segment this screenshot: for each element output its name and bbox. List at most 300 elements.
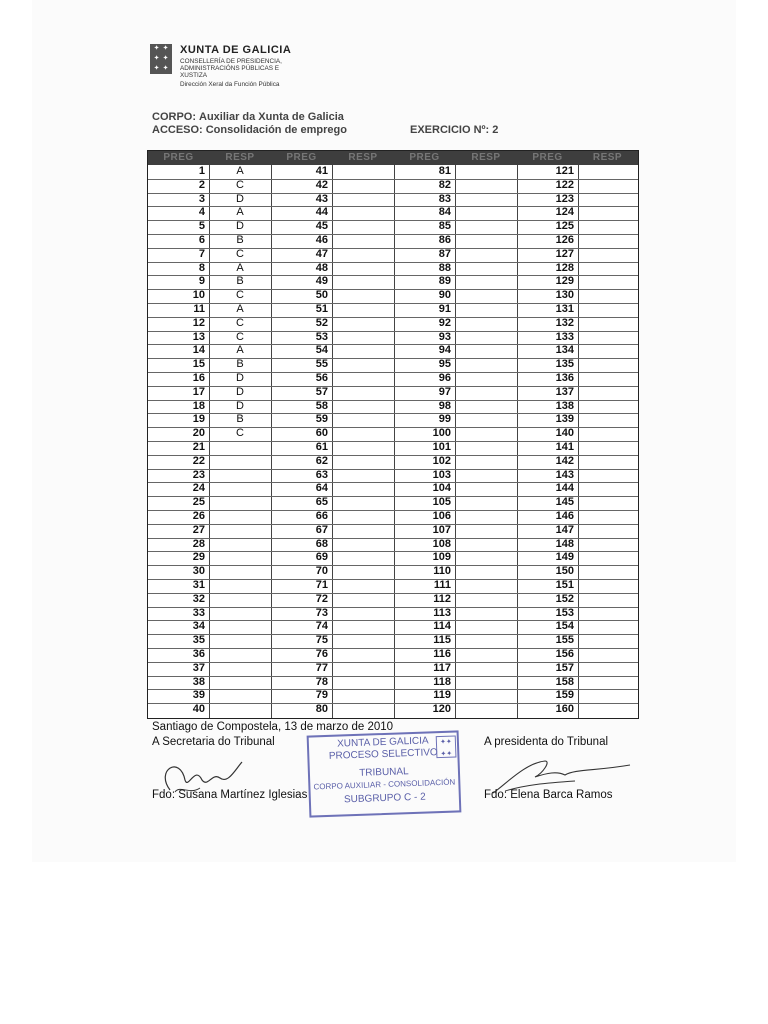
answer-cell: [455, 165, 517, 179]
answer-cell: [455, 634, 517, 648]
question-number-cell: 65: [315, 496, 328, 509]
question-number-cell: 127: [555, 247, 574, 260]
answer-cell: [578, 179, 637, 193]
answer-cell: [332, 275, 394, 289]
answer-cell: [209, 469, 271, 483]
answer-cell: A: [236, 206, 244, 219]
answer-cell: [455, 400, 517, 414]
question-number-cell: 36: [192, 648, 205, 660]
question-number-cell: 130: [555, 289, 574, 302]
question-number-cell: 4: [198, 206, 205, 219]
answer-cell: [332, 220, 394, 234]
answer-cell: [578, 220, 637, 234]
answer-cell: [332, 496, 394, 510]
answer-cell: [578, 676, 637, 690]
question-number-cell: 95: [438, 358, 451, 371]
answer-cell: [578, 275, 637, 289]
question-number-cell: 48: [315, 261, 328, 274]
question-number-cell: 150: [555, 565, 574, 578]
answer-cell: [578, 289, 637, 303]
question-number-cell: 8: [198, 261, 205, 274]
question-number-cell: 81: [438, 165, 451, 177]
answer-cell: [455, 689, 517, 703]
answer-cell: [332, 593, 394, 607]
answer-cell: [578, 206, 637, 220]
question-number-cell: 56: [315, 372, 328, 384]
exercicio-label: EXERCICIO Nº:: [410, 124, 490, 136]
answer-cell: D: [236, 372, 244, 384]
question-number-cell: 104: [432, 482, 451, 495]
stamp-line: CORPO AUXILIAR - CONSOLIDACIÓN: [313, 777, 456, 792]
answer-cell: [455, 482, 517, 496]
answer-cell: [209, 510, 271, 524]
question-number-cell: 126: [555, 234, 574, 246]
answer-cell: [332, 179, 394, 193]
question-number-cell: 63: [315, 468, 328, 481]
president-signature-name: Fdo: Elena Barca Ramos: [484, 789, 613, 801]
corpo-line: [152, 111, 344, 123]
question-number-cell: 49: [315, 275, 328, 288]
question-number-cell: 60: [315, 427, 328, 440]
question-number-cell: 44: [315, 206, 328, 219]
answer-cell: [209, 579, 271, 593]
question-number-cell: 30: [192, 565, 205, 578]
answer-cell: [332, 551, 394, 565]
question-number-cell: 47: [315, 247, 328, 260]
question-number-cell: 96: [438, 372, 451, 384]
question-number-cell: 21: [192, 441, 205, 453]
answer-cell: [455, 510, 517, 524]
question-number-cell: 134: [555, 344, 574, 357]
question-number-cell: 152: [555, 592, 574, 605]
answer-cell: C: [236, 330, 244, 343]
answer-cell: [455, 551, 517, 565]
answer-cell: A: [236, 261, 244, 274]
question-number-cell: 54: [315, 344, 328, 357]
answer-cell: [209, 634, 271, 648]
question-number-cell: 22: [192, 454, 205, 467]
answer-cell: [455, 455, 517, 469]
stamp-line: PROCESO SELECTIVO: [328, 747, 438, 762]
answer-cell: B: [236, 275, 244, 288]
question-number-cell: 46: [315, 234, 328, 246]
answer-cell: [455, 386, 517, 400]
question-number-cell: 153: [555, 606, 574, 619]
question-number-cell: 59: [315, 413, 328, 426]
question-number-cell: 115: [433, 634, 451, 647]
column-header: PREG: [532, 152, 563, 163]
answer-cell: [455, 524, 517, 538]
question-number-cell: 131: [555, 303, 574, 315]
question-number-cell: 151: [555, 579, 574, 591]
answer-cell: [209, 441, 271, 455]
answer-cell: [455, 662, 517, 676]
question-number-cell: 145: [555, 496, 574, 509]
question-number-cell: 20: [192, 427, 205, 440]
acceso-value: Consolidación de emprego: [205, 124, 347, 136]
answer-cell: [578, 579, 637, 593]
question-number-cell: 119: [433, 689, 451, 702]
question-number-cell: 64: [315, 482, 328, 495]
question-number-cell: 84: [438, 206, 451, 219]
question-number-cell: 110: [433, 565, 451, 578]
answer-cell: [578, 469, 637, 483]
question-number-cell: 98: [438, 399, 451, 412]
answer-cell: [209, 524, 271, 538]
answer-cell: C: [236, 289, 244, 302]
answer-cell: [578, 482, 637, 496]
column-header: RESP: [348, 152, 378, 163]
question-number-cell: 121: [555, 165, 574, 177]
question-number-cell: 71: [315, 579, 328, 591]
question-number-cell: 108: [432, 537, 451, 550]
answer-cell: [455, 331, 517, 345]
answer-cell: C: [236, 427, 244, 440]
answer-cell: [455, 358, 517, 372]
answer-cell: D: [236, 192, 244, 205]
question-number-cell: 1: [198, 165, 205, 177]
question-number-cell: 15: [192, 358, 205, 371]
question-number-cell: 147: [555, 523, 574, 536]
question-number-cell: 124: [555, 206, 574, 219]
answer-cell: [332, 469, 394, 483]
question-number-cell: 6: [198, 234, 205, 246]
question-number-cell: 14: [192, 344, 205, 357]
answer-cell: [332, 358, 394, 372]
question-number-cell: 99: [438, 413, 451, 426]
question-number-cell: 7: [198, 247, 205, 260]
question-number-cell: 34: [192, 620, 205, 633]
answer-cell: [332, 400, 394, 414]
column-header: RESP: [592, 152, 623, 163]
question-number-cell: 12: [192, 316, 205, 329]
answer-cell: [332, 193, 394, 207]
answer-cell: [332, 662, 394, 676]
answer-cell: [209, 689, 271, 703]
question-number-cell: 40: [192, 703, 205, 716]
question-number-cell: 158: [555, 675, 574, 688]
question-number-cell: 11: [193, 303, 205, 315]
question-number-cell: 50: [315, 289, 328, 302]
answer-cell: [455, 317, 517, 331]
answer-cell: A: [236, 303, 244, 315]
question-number-cell: 70: [315, 565, 328, 578]
question-number-cell: 146: [555, 510, 574, 522]
answer-cell: [578, 413, 637, 427]
question-number-cell: 157: [555, 661, 574, 674]
question-number-cell: 86: [438, 234, 451, 246]
question-number-cell: 122: [555, 178, 574, 191]
answer-cell: [578, 565, 637, 579]
answer-cell: [578, 303, 637, 317]
question-number-cell: 27: [192, 523, 205, 536]
answer-cell: [578, 510, 637, 524]
stamp-line: TRIBUNAL: [359, 766, 409, 779]
answer-cell: [578, 593, 637, 607]
answer-cell: [455, 620, 517, 634]
department-line: ADMINISTRACIÓNS PÚBLICAS E: [180, 65, 280, 72]
question-number-cell: 68: [315, 537, 328, 550]
question-number-cell: 39: [192, 689, 205, 702]
answer-cell: [455, 496, 517, 510]
answer-cell: B: [236, 358, 244, 371]
question-number-cell: 133: [555, 330, 574, 343]
question-number-cell: 26: [192, 510, 205, 522]
question-number-cell: 125: [555, 220, 574, 233]
question-number-cell: 109: [432, 551, 451, 564]
question-number-cell: 135: [555, 358, 574, 371]
answer-cell: [578, 193, 637, 207]
question-number-cell: 13: [192, 330, 205, 343]
answer-cell: [578, 358, 637, 372]
question-number-cell: 90: [438, 289, 451, 302]
question-number-cell: 24: [192, 482, 205, 495]
answer-cell: C: [236, 316, 244, 329]
question-number-cell: 33: [192, 606, 205, 619]
question-number-cell: 141: [555, 441, 574, 453]
answer-cell: [209, 496, 271, 510]
answer-cell: [332, 620, 394, 634]
question-number-cell: 155: [555, 634, 574, 647]
answer-cell: C: [236, 247, 244, 260]
answer-cell: [332, 455, 394, 469]
secretary-signature-name: Fdo: Susana Martínez Iglesias: [152, 789, 308, 801]
answer-cell: [455, 648, 517, 662]
answer-cell: [455, 607, 517, 621]
answer-cell: [332, 262, 394, 276]
answer-cell: [578, 607, 637, 621]
question-number-cell: 43: [315, 192, 328, 205]
answer-cell: [332, 248, 394, 262]
question-number-cell: 69: [315, 551, 328, 564]
answer-cell: [455, 303, 517, 317]
question-number-cell: 120: [432, 703, 451, 716]
column-header: RESP: [225, 152, 255, 163]
answer-cell: [578, 317, 637, 331]
question-number-cell: 142: [555, 454, 574, 467]
answer-cell: [578, 262, 637, 276]
answer-cell: [209, 607, 271, 621]
question-number-cell: 89: [438, 275, 451, 288]
answer-cell: [578, 400, 637, 414]
question-number-cell: 87: [438, 247, 451, 260]
answer-cell: [578, 427, 637, 441]
corpo-value: Auxiliar da Xunta de Galicia: [199, 111, 344, 123]
answer-cell: [455, 538, 517, 552]
answer-cell: [578, 524, 637, 538]
question-number-cell: 102: [432, 454, 451, 467]
question-number-cell: 28: [192, 537, 205, 550]
stamp-emblem-icon: ✦✦ ✦✦: [436, 735, 457, 758]
answer-cell: [455, 427, 517, 441]
department-line: CONSELLERÍA DE PRESIDENCIA,: [180, 58, 282, 65]
question-number-cell: 67: [315, 523, 328, 536]
question-number-cell: 41: [315, 165, 328, 177]
question-number-cell: 85: [438, 220, 451, 233]
answer-cell: [578, 634, 637, 648]
answer-cell: D: [236, 385, 244, 398]
answer-cell: [578, 689, 637, 703]
answer-cell: [332, 676, 394, 690]
question-number-cell: 42: [315, 178, 328, 191]
question-number-cell: 16: [192, 372, 205, 384]
question-number-cell: 107: [432, 523, 451, 536]
answer-cell: [578, 248, 637, 262]
question-number-cell: 143: [555, 468, 574, 481]
question-number-cell: 17: [192, 385, 205, 398]
answer-cell: [209, 593, 271, 607]
answer-cell: [332, 165, 394, 179]
question-number-cell: 129: [555, 275, 574, 288]
question-number-cell: 23: [192, 468, 205, 481]
column-header: PREG: [163, 152, 194, 163]
question-number-cell: 144: [555, 482, 574, 495]
question-number-cell: 148: [555, 537, 574, 550]
question-number-cell: 114: [433, 620, 451, 633]
answer-cell: [455, 413, 517, 427]
question-number-cell: 149: [555, 551, 574, 564]
department-name: [180, 58, 320, 79]
answer-cell: [578, 344, 637, 358]
org-name: XUNTA DE GALICIA: [180, 44, 292, 56]
answer-cell: [578, 538, 637, 552]
answer-cell: [332, 482, 394, 496]
directorate-name: Dirección Xeral da Función Pública: [180, 81, 280, 88]
answer-cell: [455, 593, 517, 607]
question-number-cell: 117: [433, 661, 451, 674]
question-number-cell: 79: [315, 689, 328, 702]
question-number-cell: 9: [198, 275, 205, 288]
place-date: Santiago de Compostela, 13 de marzo de 2010: [152, 721, 394, 733]
question-number-cell: 106: [432, 510, 451, 522]
question-number-cell: 45: [315, 220, 328, 233]
answer-cell: [455, 193, 517, 207]
answer-cell: [332, 372, 394, 386]
answer-cell: A: [236, 165, 244, 177]
answer-cell: [332, 413, 394, 427]
answer-cell: [332, 565, 394, 579]
answer-cell: [578, 372, 637, 386]
question-number-cell: 2: [198, 178, 205, 191]
answer-cell: [578, 165, 637, 179]
acceso-label: ACCESO:: [152, 124, 203, 136]
answer-cell: [455, 372, 517, 386]
question-number-cell: 97: [438, 385, 451, 398]
question-number-cell: 57: [315, 385, 328, 398]
question-number-cell: 132: [555, 316, 574, 329]
answer-cell: [332, 524, 394, 538]
answer-cell: [332, 331, 394, 345]
question-number-cell: 73: [315, 606, 328, 619]
answer-cell: [332, 689, 394, 703]
table-header: [148, 151, 638, 165]
question-number-cell: 52: [315, 316, 328, 329]
answer-cell: [455, 703, 517, 717]
answer-cell: [209, 565, 271, 579]
answer-cell: [332, 441, 394, 455]
question-number-cell: 137: [555, 385, 574, 398]
question-number-cell: 77: [315, 661, 328, 674]
answer-cell: D: [236, 220, 244, 233]
question-number-cell: 88: [438, 261, 451, 274]
answer-cell: C: [236, 178, 244, 191]
question-number-cell: 53: [315, 330, 328, 343]
answer-cell: [455, 220, 517, 234]
department-line: XUSTIZA: [180, 72, 207, 79]
answer-cell: [578, 331, 637, 345]
institution-header: [150, 44, 340, 94]
answer-cell: [332, 427, 394, 441]
answer-cell: [455, 248, 517, 262]
answer-cell: [455, 676, 517, 690]
answer-cell: B: [236, 234, 244, 246]
answer-cell: [578, 455, 637, 469]
answer-cell: [455, 206, 517, 220]
answer-cell: [578, 551, 637, 565]
answer-cell: [332, 289, 394, 303]
question-number-cell: 160: [555, 703, 574, 716]
question-number-cell: 136: [555, 372, 574, 384]
question-number-cell: 29: [192, 551, 205, 564]
answer-cell: [332, 703, 394, 717]
answer-cell: [332, 538, 394, 552]
question-number-cell: 58: [315, 399, 328, 412]
answer-cell: A: [236, 344, 244, 357]
answer-cell: [578, 234, 637, 248]
question-number-cell: 18: [192, 399, 205, 412]
answer-cell: B: [236, 413, 244, 426]
answer-cell: [578, 386, 637, 400]
question-number-cell: 62: [315, 454, 328, 467]
question-number-cell: 74: [315, 620, 328, 633]
answer-cell: [209, 455, 271, 469]
corpo-label: CORPO:: [152, 111, 196, 123]
question-number-cell: 82: [438, 178, 451, 191]
answer-cell: [209, 703, 271, 717]
question-number-cell: 75: [315, 634, 328, 647]
answer-cell: [578, 662, 637, 676]
answer-cell: [455, 441, 517, 455]
answer-cell: [455, 262, 517, 276]
question-number-cell: 51: [315, 303, 328, 315]
question-number-cell: 138: [555, 399, 574, 412]
answer-cell: [332, 317, 394, 331]
answer-cell: [332, 303, 394, 317]
question-number-cell: 100: [432, 427, 451, 440]
stamp-line: XUNTA DE GALICIA: [336, 735, 429, 750]
answer-cell: [332, 206, 394, 220]
secretary-role: A Secretaria do Tribunal: [152, 736, 275, 748]
question-number-cell: 154: [555, 620, 574, 633]
answer-cell: [209, 538, 271, 552]
question-number-cell: 83: [438, 192, 451, 205]
answer-cell: [332, 234, 394, 248]
answer-cell: [332, 579, 394, 593]
question-number-cell: 94: [438, 344, 451, 357]
question-number-cell: 159: [555, 689, 574, 702]
exercicio-value: 2: [492, 124, 499, 136]
answer-cell: [209, 551, 271, 565]
question-number-cell: 55: [315, 358, 328, 371]
question-number-cell: 118: [433, 675, 451, 688]
answer-cell: [455, 469, 517, 483]
answer-cell: [578, 703, 637, 717]
answer-cell: [332, 607, 394, 621]
answer-cell: [209, 482, 271, 496]
answer-cell: [332, 634, 394, 648]
question-number-cell: 111: [433, 579, 451, 591]
answer-cell: [209, 648, 271, 662]
